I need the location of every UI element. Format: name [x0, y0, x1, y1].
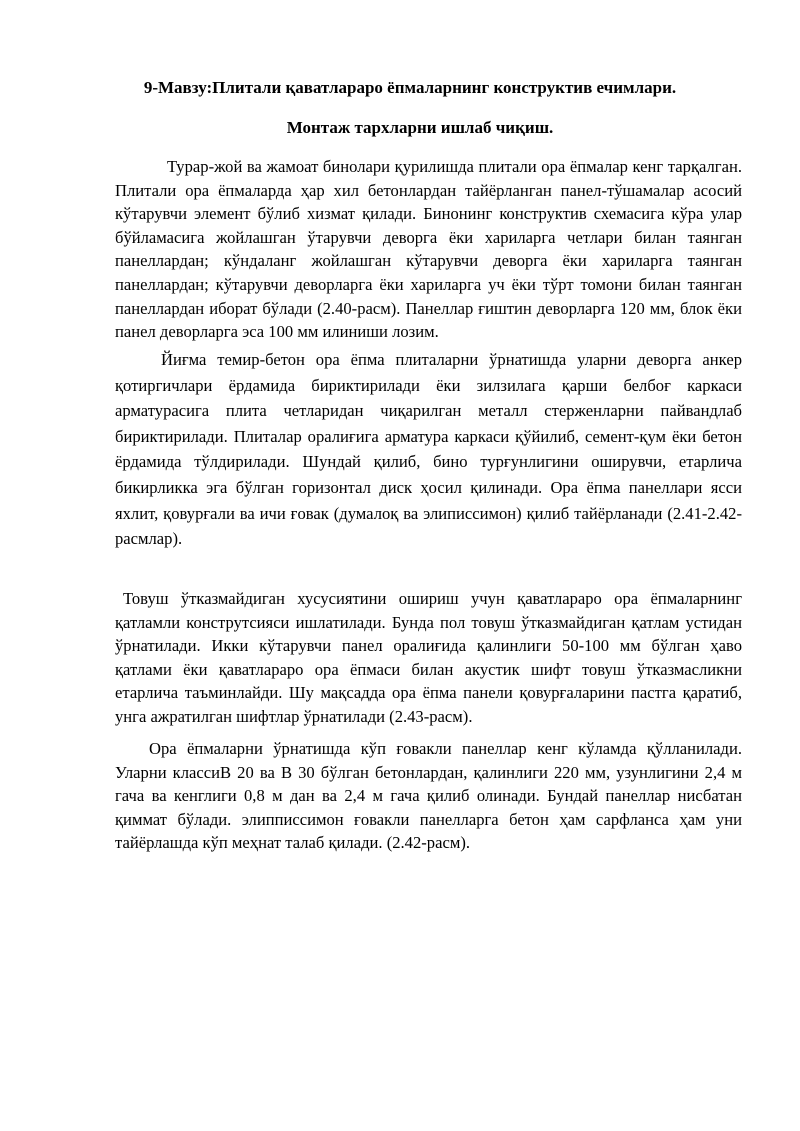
paragraph-1: Турар-жой ва жамоат бинолари қурилишда плитали ора ёпмалар кенг тарқалган. Плитали ора ёпмаларда ҳар хил бетонлардан тайёрланган панел-тўшамалар асосий кўтарувчи элемент бўлиб хизмат қилади. Бинонинг конструктив схемасига кўра улар бўйламасига жойлашган ўтарувчи деворга ёки хариларга четлари билан таянган панеллардан; кўндаланг жойлашган кўтарувчи деворга ёки хариларга таянган панеллардан; кўтарувчи деворларга ёки хариларга уч ёки тўрт томони билан таянган панеллардан иборат бўлади (2.40-расм). Панеллар ғиштин деворларга 120 мм, блок ёки панел деворларга эса 100 мм илиниши лозим. [115, 157, 742, 342]
paragraph-3: Товуш ўтказмайдиган хусусиятини ошириш учун қаватлараро ора ёпмаларнинг қатламли конструтсияси ишлатилади. Бунда пол товуш ўтказмайдиган қатлам устидан ўрнатилади. Икки кўтарувчи панел оралиғида қалинлиги 50-100 мм бўлган ҳаво қатлами ёки қаватлараро ора ёпмаси билан акустик шифт товуш ўтказмасликни етарлича таъминлайди. Шу мақсадда ора ёпма панели қовурғаларини пастга қаратиб, унга ажратилган шифтлар ўрнатилади (2.43-расм). [115, 589, 742, 726]
document-title: 9-Мавзу:Плитали қаватлараро ёпмаларнинг конструктив ечимлари. [143, 78, 677, 97]
document-subtitle: Монтаж тархларни ишлаб чиқиш. [286, 118, 554, 137]
paragraph-4: Ора ёпмаларни ўрнатишда кўп ғовакли панеллар кенг кўламда қўлланилади. Уларни классиВ 20 ва В 30 бўлган бетонлардан, қалинлиги 220 мм, узунлигини 2,4 м гача ва кенглиги 0,8 м дан ва 2,4 м гача қилиб олинади. Бундай панеллар нисбатан қиммат бўлади. элипписсимон ғовакли панелларга бетон ҳам сарфланса ҳам уни тайёрлашда кўп меҳнат талаб қилади. (2.42-расм). [115, 739, 742, 852]
paragraph-2: Йиғма темир-бетон ора ёпма плиталарни ўрнатишда уларни деворга анкер қотиргичлари ёрдамида бириктирилади ёки зилзилага қарши белбоғ каркаси арматурасига плита четларидан чиқарилган металл стерженларни пайвандлаб бириктирилади. Плиталар оралиғига арматура каркаси қўйилиб, семент-қум ёки бетон ёрдамида тўлдирилади. Шундай қилиб, бино турғунлигини оширувчи, етарлича бикирликка эга бўлган горизонтал диск ҳосил қилинади. Ора ёпма панеллари ясси яхлит, қовурғали ва ичи ғовак (думалоқ ва элиписсимон) қилиб тайёрланади (2.41-2.42- расмлар). [115, 350, 742, 549]
